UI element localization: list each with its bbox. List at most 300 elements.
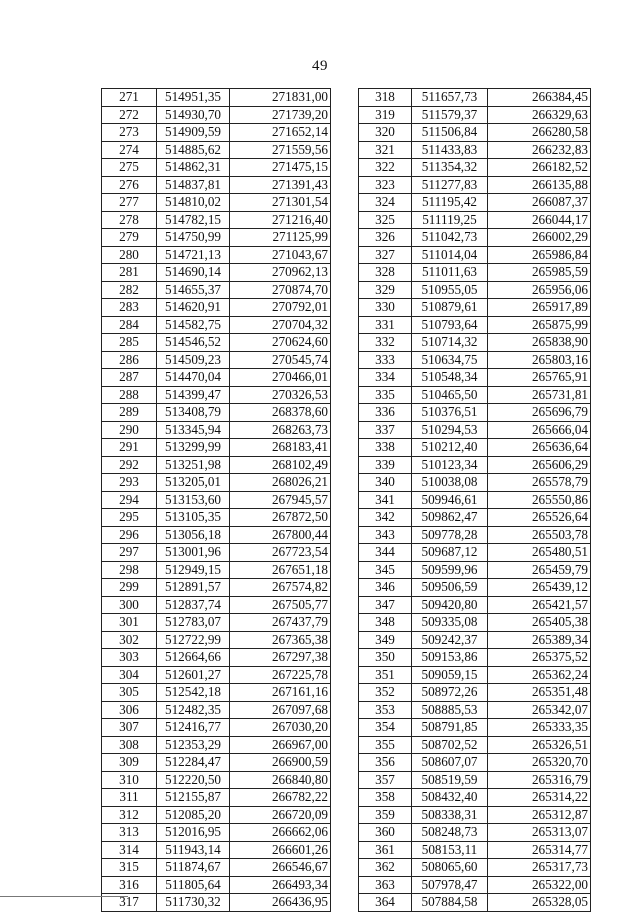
point-number-cell: 354	[359, 719, 412, 737]
point-number-cell: 297	[102, 544, 157, 562]
y-coordinate-cell: 268183,41	[230, 439, 331, 457]
x-coordinate-cell: 507884,58	[412, 894, 488, 912]
table-row	[102, 824, 331, 842]
table-row	[102, 754, 331, 772]
table-row	[102, 141, 331, 159]
y-coordinate-cell: 265986,84	[488, 246, 591, 264]
table-row	[102, 369, 331, 387]
table-row	[359, 456, 591, 474]
table-row	[359, 649, 591, 667]
point-number-cell: 345	[359, 561, 412, 579]
x-coordinate-cell: 512016,95	[157, 824, 230, 842]
point-number-cell: 338	[359, 439, 412, 457]
point-number-cell: 289	[102, 404, 157, 422]
y-coordinate-cell: 266900,59	[230, 754, 331, 772]
table-row	[102, 894, 331, 912]
table-row	[102, 456, 331, 474]
table-row	[102, 334, 331, 352]
y-coordinate-cell: 266436,95	[230, 894, 331, 912]
point-number-cell: 331	[359, 316, 412, 334]
x-coordinate-cell: 511657,73	[412, 89, 488, 107]
table-row	[359, 666, 591, 684]
x-coordinate-cell: 508607,07	[412, 754, 488, 772]
point-number-cell: 333	[359, 351, 412, 369]
table-row	[359, 841, 591, 859]
table-row	[359, 701, 591, 719]
table-row	[359, 684, 591, 702]
table-row	[102, 509, 331, 527]
x-coordinate-cell: 509778,28	[412, 526, 488, 544]
y-coordinate-cell: 266384,45	[488, 89, 591, 107]
point-number-cell: 330	[359, 299, 412, 317]
point-number-cell: 293	[102, 474, 157, 492]
table-row	[359, 544, 591, 562]
y-coordinate-cell: 265838,90	[488, 334, 591, 352]
y-coordinate-cell: 265375,52	[488, 649, 591, 667]
y-coordinate-cell: 266493,34	[230, 876, 331, 894]
point-number-cell: 344	[359, 544, 412, 562]
footer-rule	[0, 896, 128, 897]
point-number-cell: 298	[102, 561, 157, 579]
x-coordinate-cell: 514885,62	[157, 141, 230, 159]
point-number-cell: 334	[359, 369, 412, 387]
x-coordinate-cell: 514470,04	[157, 369, 230, 387]
y-coordinate-cell: 270792,01	[230, 299, 331, 317]
point-number-cell: 272	[102, 106, 157, 124]
y-coordinate-cell: 265362,24	[488, 666, 591, 684]
x-coordinate-cell: 511014,04	[412, 246, 488, 264]
point-number-cell: 353	[359, 701, 412, 719]
table-row	[102, 736, 331, 754]
point-number-cell: 323	[359, 176, 412, 194]
x-coordinate-cell: 512949,15	[157, 561, 230, 579]
point-number-cell: 314	[102, 841, 157, 859]
x-coordinate-cell: 511195,42	[412, 194, 488, 212]
table-row	[102, 544, 331, 562]
table-row	[359, 719, 591, 737]
y-coordinate-cell: 267872,50	[230, 509, 331, 527]
x-coordinate-cell: 513153,60	[157, 491, 230, 509]
y-coordinate-cell: 265342,07	[488, 701, 591, 719]
table-row	[359, 351, 591, 369]
point-number-cell: 282	[102, 281, 157, 299]
point-number-cell: 318	[359, 89, 412, 107]
y-coordinate-cell: 270624,60	[230, 334, 331, 352]
x-coordinate-cell: 513251,98	[157, 456, 230, 474]
point-number-cell: 321	[359, 141, 412, 159]
table-row	[102, 631, 331, 649]
table-row	[102, 89, 331, 107]
x-coordinate-cell: 509687,12	[412, 544, 488, 562]
table-row	[102, 806, 331, 824]
table-row	[102, 299, 331, 317]
table-body	[102, 89, 331, 912]
x-coordinate-cell: 512601,27	[157, 666, 230, 684]
x-coordinate-cell: 514582,75	[157, 316, 230, 334]
y-coordinate-cell: 265459,79	[488, 561, 591, 579]
point-number-cell: 341	[359, 491, 412, 509]
x-coordinate-cell: 508972,26	[412, 684, 488, 702]
x-coordinate-cell: 512085,20	[157, 806, 230, 824]
y-coordinate-cell: 265322,00	[488, 876, 591, 894]
x-coordinate-cell: 510212,40	[412, 439, 488, 457]
point-number-cell: 273	[102, 124, 157, 142]
x-coordinate-cell: 510879,61	[412, 299, 488, 317]
table-row	[102, 351, 331, 369]
table-row	[359, 824, 591, 842]
table-row	[102, 719, 331, 737]
x-coordinate-cell: 512482,35	[157, 701, 230, 719]
point-number-cell: 336	[359, 404, 412, 422]
table-row	[359, 789, 591, 807]
coordinates-table-left	[101, 88, 331, 912]
table-row	[102, 264, 331, 282]
point-number-cell: 279	[102, 229, 157, 247]
y-coordinate-cell: 265314,22	[488, 789, 591, 807]
point-number-cell: 299	[102, 579, 157, 597]
y-coordinate-cell: 265636,64	[488, 439, 591, 457]
x-coordinate-cell: 510634,75	[412, 351, 488, 369]
point-number-cell: 352	[359, 684, 412, 702]
y-coordinate-cell: 267574,82	[230, 579, 331, 597]
table-row	[359, 316, 591, 334]
y-coordinate-cell: 265606,29	[488, 456, 591, 474]
point-number-cell: 355	[359, 736, 412, 754]
y-coordinate-cell: 271831,00	[230, 89, 331, 107]
table-row	[102, 649, 331, 667]
y-coordinate-cell: 267097,68	[230, 701, 331, 719]
y-coordinate-cell: 270545,74	[230, 351, 331, 369]
point-number-cell: 301	[102, 614, 157, 632]
y-coordinate-cell: 267297,38	[230, 649, 331, 667]
point-number-cell: 329	[359, 281, 412, 299]
y-coordinate-cell: 266135,88	[488, 176, 591, 194]
x-coordinate-cell: 510123,34	[412, 456, 488, 474]
x-coordinate-cell: 509335,08	[412, 614, 488, 632]
x-coordinate-cell: 511874,67	[157, 859, 230, 877]
point-number-cell: 274	[102, 141, 157, 159]
table-row	[102, 666, 331, 684]
table-row	[102, 614, 331, 632]
y-coordinate-cell: 270326,53	[230, 386, 331, 404]
table-row	[102, 246, 331, 264]
point-number-cell: 313	[102, 824, 157, 842]
y-coordinate-cell: 265317,73	[488, 859, 591, 877]
x-coordinate-cell: 514399,47	[157, 386, 230, 404]
point-number-cell: 320	[359, 124, 412, 142]
point-number-cell: 322	[359, 159, 412, 177]
table-row	[359, 421, 591, 439]
table-row	[359, 89, 591, 107]
y-coordinate-cell: 267437,79	[230, 614, 331, 632]
x-coordinate-cell: 508885,53	[412, 701, 488, 719]
y-coordinate-cell: 266280,58	[488, 124, 591, 142]
x-coordinate-cell: 511805,64	[157, 876, 230, 894]
table-row	[359, 561, 591, 579]
y-coordinate-cell: 266002,29	[488, 229, 591, 247]
point-number-cell: 286	[102, 351, 157, 369]
point-number-cell: 359	[359, 806, 412, 824]
table-row	[102, 124, 331, 142]
y-coordinate-cell: 271125,99	[230, 229, 331, 247]
x-coordinate-cell: 509862,47	[412, 509, 488, 527]
y-coordinate-cell: 265326,51	[488, 736, 591, 754]
table-row	[359, 859, 591, 877]
point-number-cell: 317	[102, 894, 157, 912]
table-row	[359, 526, 591, 544]
y-coordinate-cell: 267161,16	[230, 684, 331, 702]
table-row	[359, 736, 591, 754]
point-number-cell: 271	[102, 89, 157, 107]
x-coordinate-cell: 512416,77	[157, 719, 230, 737]
y-coordinate-cell: 265666,04	[488, 421, 591, 439]
x-coordinate-cell: 514862,31	[157, 159, 230, 177]
point-number-cell: 363	[359, 876, 412, 894]
x-coordinate-cell: 513299,99	[157, 439, 230, 457]
x-coordinate-cell: 511506,84	[412, 124, 488, 142]
table-row	[359, 334, 591, 352]
x-coordinate-cell: 510793,64	[412, 316, 488, 334]
y-coordinate-cell: 267505,77	[230, 596, 331, 614]
table-row	[102, 526, 331, 544]
x-coordinate-cell: 512837,74	[157, 596, 230, 614]
x-coordinate-cell: 512542,18	[157, 684, 230, 702]
y-coordinate-cell: 271475,15	[230, 159, 331, 177]
point-number-cell: 281	[102, 264, 157, 282]
table-row	[359, 579, 591, 597]
x-coordinate-cell: 512891,57	[157, 579, 230, 597]
y-coordinate-cell: 270874,70	[230, 281, 331, 299]
point-number-cell: 307	[102, 719, 157, 737]
y-coordinate-cell: 267723,54	[230, 544, 331, 562]
point-number-cell: 275	[102, 159, 157, 177]
point-number-cell: 339	[359, 456, 412, 474]
y-coordinate-cell: 265696,79	[488, 404, 591, 422]
x-coordinate-cell: 510548,34	[412, 369, 488, 387]
y-coordinate-cell: 271043,67	[230, 246, 331, 264]
table-row	[359, 894, 591, 912]
y-coordinate-cell: 265503,78	[488, 526, 591, 544]
x-coordinate-cell: 513105,35	[157, 509, 230, 527]
y-coordinate-cell: 265917,89	[488, 299, 591, 317]
y-coordinate-cell: 268102,49	[230, 456, 331, 474]
y-coordinate-cell: 266044,17	[488, 211, 591, 229]
y-coordinate-cell: 265526,64	[488, 509, 591, 527]
table-row	[102, 421, 331, 439]
x-coordinate-cell: 513408,79	[157, 404, 230, 422]
point-number-cell: 315	[102, 859, 157, 877]
table-row	[102, 176, 331, 194]
point-number-cell: 346	[359, 579, 412, 597]
x-coordinate-cell: 513001,96	[157, 544, 230, 562]
y-coordinate-cell: 265956,06	[488, 281, 591, 299]
y-coordinate-cell: 271216,40	[230, 211, 331, 229]
point-number-cell: 305	[102, 684, 157, 702]
y-coordinate-cell: 266546,67	[230, 859, 331, 877]
table-row	[359, 281, 591, 299]
x-coordinate-cell: 514782,15	[157, 211, 230, 229]
table-row	[359, 631, 591, 649]
table-row	[102, 316, 331, 334]
y-coordinate-cell: 266720,09	[230, 806, 331, 824]
y-coordinate-cell: 268026,21	[230, 474, 331, 492]
y-coordinate-cell: 265731,81	[488, 386, 591, 404]
y-coordinate-cell: 270704,32	[230, 316, 331, 334]
point-number-cell: 311	[102, 789, 157, 807]
x-coordinate-cell: 512353,29	[157, 736, 230, 754]
table-row	[102, 561, 331, 579]
x-coordinate-cell: 513056,18	[157, 526, 230, 544]
y-coordinate-cell: 267800,44	[230, 526, 331, 544]
x-coordinate-cell: 514721,13	[157, 246, 230, 264]
table-body	[359, 89, 591, 912]
table-row	[102, 701, 331, 719]
x-coordinate-cell: 508791,85	[412, 719, 488, 737]
x-coordinate-cell: 511042,73	[412, 229, 488, 247]
x-coordinate-cell: 510955,05	[412, 281, 488, 299]
y-coordinate-cell: 265439,12	[488, 579, 591, 597]
table-row	[359, 439, 591, 457]
point-number-cell: 357	[359, 771, 412, 789]
table-row	[102, 404, 331, 422]
x-coordinate-cell: 513345,94	[157, 421, 230, 439]
point-number-cell: 309	[102, 754, 157, 772]
table-row	[359, 211, 591, 229]
table-row	[102, 159, 331, 177]
table-row	[102, 229, 331, 247]
point-number-cell: 316	[102, 876, 157, 894]
point-number-cell: 290	[102, 421, 157, 439]
y-coordinate-cell: 268263,73	[230, 421, 331, 439]
table-row	[359, 369, 591, 387]
x-coordinate-cell: 514909,59	[157, 124, 230, 142]
y-coordinate-cell: 265320,70	[488, 754, 591, 772]
y-coordinate-cell: 265765,91	[488, 369, 591, 387]
y-coordinate-cell: 265405,38	[488, 614, 591, 632]
x-coordinate-cell: 508065,60	[412, 859, 488, 877]
table-row	[359, 806, 591, 824]
y-coordinate-cell: 265389,34	[488, 631, 591, 649]
y-coordinate-cell: 267945,57	[230, 491, 331, 509]
point-number-cell: 294	[102, 491, 157, 509]
y-coordinate-cell: 270962,13	[230, 264, 331, 282]
y-coordinate-cell: 266182,52	[488, 159, 591, 177]
x-coordinate-cell: 514930,70	[157, 106, 230, 124]
point-number-cell: 361	[359, 841, 412, 859]
y-coordinate-cell: 266232,83	[488, 141, 591, 159]
point-number-cell: 285	[102, 334, 157, 352]
x-coordinate-cell: 514951,35	[157, 89, 230, 107]
x-coordinate-cell: 511579,37	[412, 106, 488, 124]
x-coordinate-cell: 508432,40	[412, 789, 488, 807]
table-row	[102, 439, 331, 457]
table-row	[102, 579, 331, 597]
table-row	[102, 491, 331, 509]
x-coordinate-cell: 512722,99	[157, 631, 230, 649]
x-coordinate-cell: 508702,52	[412, 736, 488, 754]
point-number-cell: 300	[102, 596, 157, 614]
coordinates-table-right	[358, 88, 591, 912]
point-number-cell: 304	[102, 666, 157, 684]
point-number-cell: 324	[359, 194, 412, 212]
table-row	[359, 509, 591, 527]
point-number-cell: 303	[102, 649, 157, 667]
point-number-cell: 356	[359, 754, 412, 772]
point-number-cell: 296	[102, 526, 157, 544]
y-coordinate-cell: 271391,43	[230, 176, 331, 194]
point-number-cell: 362	[359, 859, 412, 877]
y-coordinate-cell: 265578,79	[488, 474, 591, 492]
y-coordinate-cell: 266087,37	[488, 194, 591, 212]
point-number-cell: 335	[359, 386, 412, 404]
point-number-cell: 348	[359, 614, 412, 632]
point-number-cell: 278	[102, 211, 157, 229]
table-row	[359, 596, 591, 614]
x-coordinate-cell: 512220,50	[157, 771, 230, 789]
table-row	[102, 386, 331, 404]
y-coordinate-cell: 267030,20	[230, 719, 331, 737]
table-row	[102, 876, 331, 894]
y-coordinate-cell: 266782,22	[230, 789, 331, 807]
point-number-cell: 292	[102, 456, 157, 474]
table-row	[359, 299, 591, 317]
x-coordinate-cell: 509420,80	[412, 596, 488, 614]
point-number-cell: 287	[102, 369, 157, 387]
point-number-cell: 310	[102, 771, 157, 789]
point-number-cell: 280	[102, 246, 157, 264]
x-coordinate-cell: 512664,66	[157, 649, 230, 667]
y-coordinate-cell: 271739,20	[230, 106, 331, 124]
table-row	[102, 194, 331, 212]
y-coordinate-cell: 271559,56	[230, 141, 331, 159]
x-coordinate-cell: 514810,02	[157, 194, 230, 212]
y-coordinate-cell: 265550,86	[488, 491, 591, 509]
point-number-cell: 325	[359, 211, 412, 229]
point-number-cell: 312	[102, 806, 157, 824]
y-coordinate-cell: 265480,51	[488, 544, 591, 562]
x-coordinate-cell: 510465,50	[412, 386, 488, 404]
y-coordinate-cell: 270466,01	[230, 369, 331, 387]
table-row	[359, 771, 591, 789]
page-number: 49	[312, 58, 328, 74]
point-number-cell: 283	[102, 299, 157, 317]
point-number-cell: 360	[359, 824, 412, 842]
table-row	[359, 106, 591, 124]
y-coordinate-cell: 265421,57	[488, 596, 591, 614]
x-coordinate-cell: 511433,83	[412, 141, 488, 159]
y-coordinate-cell: 265314,77	[488, 841, 591, 859]
table-row	[102, 474, 331, 492]
y-coordinate-cell: 266967,00	[230, 736, 331, 754]
x-coordinate-cell: 512155,87	[157, 789, 230, 807]
y-coordinate-cell: 265312,87	[488, 806, 591, 824]
point-number-cell: 349	[359, 631, 412, 649]
point-number-cell: 351	[359, 666, 412, 684]
x-coordinate-cell: 507978,47	[412, 876, 488, 894]
x-coordinate-cell: 514509,23	[157, 351, 230, 369]
table-row	[102, 684, 331, 702]
table-row	[102, 789, 331, 807]
x-coordinate-cell: 511011,63	[412, 264, 488, 282]
x-coordinate-cell: 514690,14	[157, 264, 230, 282]
y-coordinate-cell: 266662,06	[230, 824, 331, 842]
table-row	[359, 614, 591, 632]
table-row	[359, 754, 591, 772]
table-row	[359, 386, 591, 404]
point-number-cell: 364	[359, 894, 412, 912]
x-coordinate-cell: 510294,53	[412, 421, 488, 439]
point-number-cell: 343	[359, 526, 412, 544]
